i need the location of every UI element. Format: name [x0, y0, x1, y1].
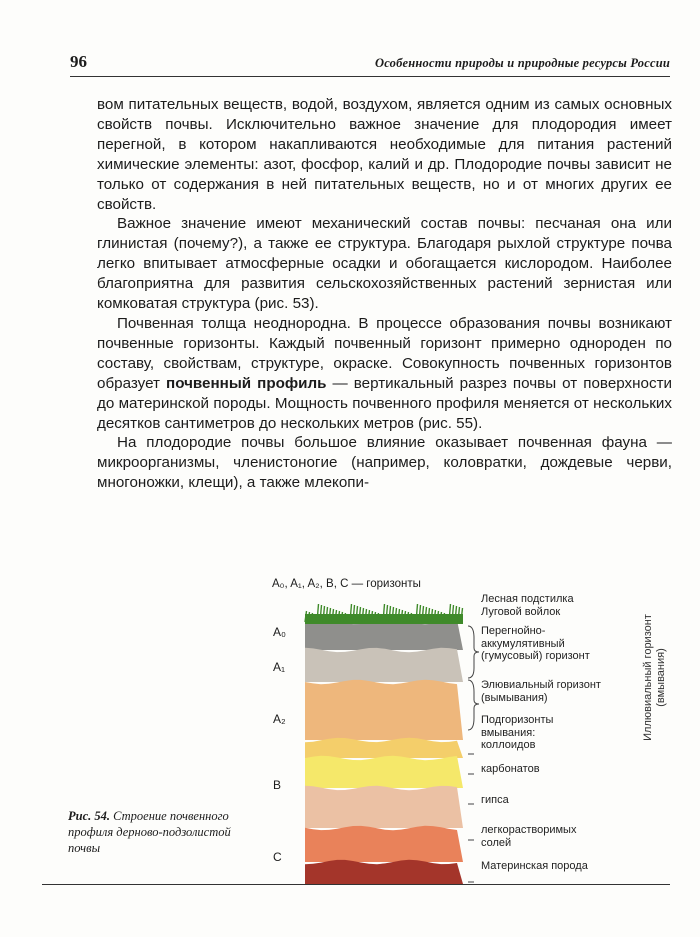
- caption-text: Строение почвенного профиля дерново-подзолистой почвы: [68, 809, 231, 855]
- term-soil-profile: почвенный профиль: [166, 374, 327, 392]
- label-humus-horizon: Перегнойно- аккумулятивный (гумусовый) горизонт: [481, 625, 590, 662]
- label-a2: A₂: [273, 712, 286, 726]
- label-a1: A₁: [273, 660, 286, 674]
- layer-a2: [305, 680, 463, 740]
- paragraph-3: [97, 314, 672, 433]
- label-subhorizons-colloids: Подгоризонты вмывания: коллоидов: [481, 714, 554, 751]
- layer-b-salts: [305, 826, 463, 862]
- body-text: [97, 95, 672, 493]
- page-header: [70, 50, 670, 77]
- soil-profile-figure: [270, 572, 690, 892]
- label-parent-rock: Материнская порода: [481, 860, 588, 872]
- soil-profile-diagram: [270, 592, 470, 892]
- layer-a0: [305, 620, 463, 650]
- layer-c-parent-rock: [305, 860, 463, 884]
- layer-b-gypsum: [305, 786, 463, 828]
- layer-a1: [305, 648, 463, 682]
- label-gypsum: гипса: [481, 794, 509, 806]
- illuvial-horizon-label: Иллювиальный горизонт (вмывания): [642, 614, 667, 741]
- paragraph-4: На плодородие почвы большое влияние оказывает почвенная фауна — микроорганизмы, членистоногие (например, коловратки, дождевые черви, многоножки, клещи), а также млекопи-: [97, 434, 672, 492]
- label-c: C: [273, 850, 282, 864]
- paragraph-2: Важное значение имеют механический состав почвы: песчаная она или глинистая (почему?), а также ее структура. Благодаря рыхлой структуре почва легко впитывает атмосферные осадки и обогащается кислородом. Наиболее благоприятна для развития сельскохозяйственных растений зернистая или комковатая структура (рис. 53).: [97, 215, 672, 313]
- paragraph-1: вом питательных веществ, водой, воздухом, является одним из самых основных свойств почвы. Исключительно важное значение для плодородия имеет перегной, в котором накапливаются необходимые для питания растений химические элементы: азот, фосфор, калий и др. Плодородие почвы зависит не только от содержания в ней питательных веществ, но и от многих других ее свойств.: [97, 96, 672, 213]
- paragraph-3-end: — вертикальный разрез почвы от поверхности до материнской породы. Мощность почвенного профиля меняется от нескольких десятков сантиметров до нескольких метров (рис. 55).: [97, 374, 673, 432]
- running-title: Особенности природы и природные ресурсы России: [374, 56, 670, 70]
- paragraph-3-start: Почвенная толща неоднородна. В процессе образования почвы возникают почвенные горизонты. Каждый почвенный горизонт примерно однороден по составу, свойствам, структуре, окраске. Совокупность почвенных горизонтов образует: [97, 314, 672, 392]
- figure-horizons-title: A₀, A₁, A₂, B, C — горизонты: [272, 578, 421, 590]
- label-soluble-salts: легкорастворимых солей: [481, 824, 577, 849]
- page-number: 96: [70, 52, 87, 71]
- label-litter: Лесная подстилка Луговой войлок: [481, 593, 574, 618]
- layer-b-carbonates: [305, 756, 463, 788]
- label-a0: A₀: [273, 625, 286, 639]
- label-b: B: [273, 778, 282, 792]
- layer-b-colloids: [305, 738, 463, 758]
- bottom-rule: [42, 884, 670, 885]
- caption-number: Рис. 54.: [68, 809, 111, 823]
- label-eluvial-horizon: Элювиальный горизонт (вымывания): [481, 679, 601, 704]
- figure-caption: [68, 808, 248, 856]
- label-carbonates: карбонатов: [481, 763, 540, 775]
